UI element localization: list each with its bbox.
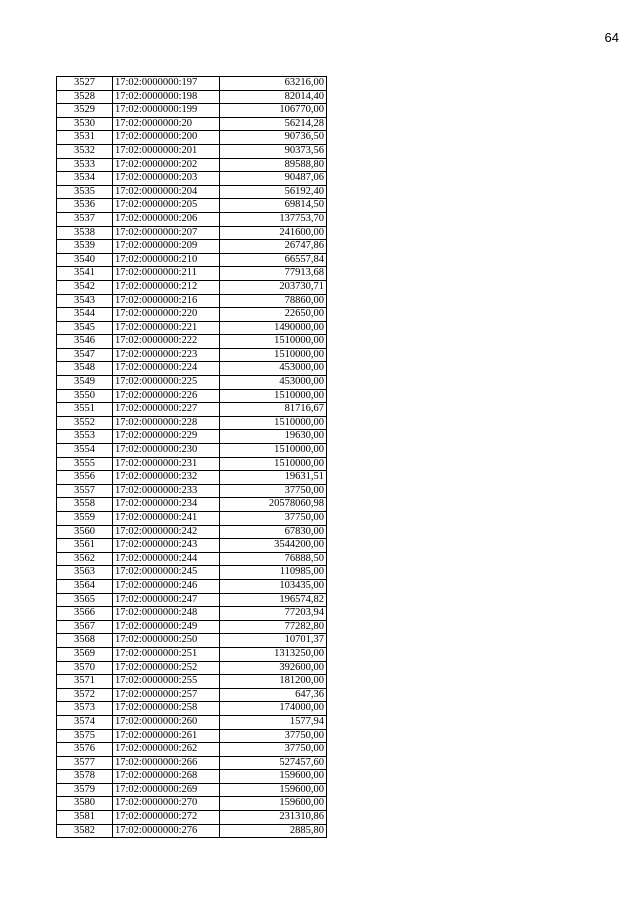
row-number-cell: 3546	[57, 335, 113, 349]
table-row	[57, 525, 327, 539]
value-cell: 10701,37	[220, 634, 327, 648]
value-cell: 37750,00	[220, 743, 327, 757]
table-row	[57, 308, 327, 322]
cadastral-number-cell: 17:02:0000000:220	[113, 308, 220, 322]
cadastral-number-cell: 17:02:0000000:221	[113, 321, 220, 335]
value-cell: 56214,28	[220, 117, 327, 131]
row-number-cell: 3528	[57, 90, 113, 104]
cadastral-number-cell: 17:02:0000000:260	[113, 715, 220, 729]
table-row	[57, 702, 327, 716]
value-cell: 647,36	[220, 688, 327, 702]
cadastral-number-cell: 17:02:0000000:205	[113, 199, 220, 213]
value-cell: 1510000,00	[220, 348, 327, 362]
table-row	[57, 104, 327, 118]
table-row	[57, 512, 327, 526]
cadastral-number-cell: 17:02:0000000:222	[113, 335, 220, 349]
row-number-cell: 3539	[57, 240, 113, 254]
table-row	[57, 484, 327, 498]
cadastral-number-cell: 17:02:0000000:230	[113, 444, 220, 458]
row-number-cell: 3561	[57, 539, 113, 553]
value-cell: 66557,84	[220, 253, 327, 267]
row-number-cell: 3558	[57, 498, 113, 512]
table-row	[57, 770, 327, 784]
value-cell: 69814,50	[220, 199, 327, 213]
cadastral-number-cell: 17:02:0000000:261	[113, 729, 220, 743]
table-row	[57, 444, 327, 458]
value-cell: 37750,00	[220, 484, 327, 498]
table-row	[57, 647, 327, 661]
cadastral-number-cell: 17:02:0000000:241	[113, 512, 220, 526]
value-cell: 19631,51	[220, 471, 327, 485]
cadastral-number-cell: 17:02:0000000:245	[113, 566, 220, 580]
cadastral-number-cell: 17:02:0000000:20	[113, 117, 220, 131]
table-row	[57, 199, 327, 213]
cadastral-number-cell: 17:02:0000000:262	[113, 743, 220, 757]
row-number-cell: 3557	[57, 484, 113, 498]
row-number-cell: 3550	[57, 389, 113, 403]
cadastral-number-cell: 17:02:0000000:268	[113, 770, 220, 784]
row-number-cell: 3576	[57, 743, 113, 757]
value-cell: 1510000,00	[220, 416, 327, 430]
row-number-cell: 3579	[57, 783, 113, 797]
value-cell: 159600,00	[220, 797, 327, 811]
row-number-cell: 3531	[57, 131, 113, 145]
table-row	[57, 185, 327, 199]
row-number-cell: 3533	[57, 158, 113, 172]
table-row	[57, 675, 327, 689]
table-row	[57, 824, 327, 838]
cadastral-number-cell: 17:02:0000000:223	[113, 348, 220, 362]
value-cell: 1510000,00	[220, 444, 327, 458]
table-row	[57, 811, 327, 825]
cadastral-number-cell: 17:02:0000000:197	[113, 77, 220, 91]
row-number-cell: 3567	[57, 620, 113, 634]
row-number-cell: 3538	[57, 226, 113, 240]
value-cell: 110985,00	[220, 566, 327, 580]
table-row	[57, 240, 327, 254]
cadastral-number-cell: 17:02:0000000:244	[113, 552, 220, 566]
table-row	[57, 552, 327, 566]
table-row	[57, 539, 327, 553]
value-cell: 89588,80	[220, 158, 327, 172]
table-body	[57, 77, 327, 838]
table-row	[57, 267, 327, 281]
cadastral-number-cell: 17:02:0000000:246	[113, 579, 220, 593]
cadastral-number-cell: 17:02:0000000:251	[113, 647, 220, 661]
row-number-cell: 3571	[57, 675, 113, 689]
row-number-cell: 3575	[57, 729, 113, 743]
value-cell: 77913,68	[220, 267, 327, 281]
row-number-cell: 3535	[57, 185, 113, 199]
row-number-cell: 3540	[57, 253, 113, 267]
cadastral-number-cell: 17:02:0000000:233	[113, 484, 220, 498]
cadastral-number-cell: 17:02:0000000:242	[113, 525, 220, 539]
cadastral-number-cell: 17:02:0000000:216	[113, 294, 220, 308]
cadastral-number-cell: 17:02:0000000:204	[113, 185, 220, 199]
cadastral-number-cell: 17:02:0000000:209	[113, 240, 220, 254]
value-cell: 22650,00	[220, 308, 327, 322]
row-number-cell: 3554	[57, 444, 113, 458]
cadastral-number-cell: 17:02:0000000:269	[113, 783, 220, 797]
table-row	[57, 335, 327, 349]
table-row	[57, 471, 327, 485]
table-row	[57, 117, 327, 131]
cadastral-number-cell: 17:02:0000000:248	[113, 607, 220, 621]
row-number-cell: 3572	[57, 688, 113, 702]
table-row	[57, 661, 327, 675]
cadastral-number-cell: 17:02:0000000:231	[113, 457, 220, 471]
page-number: 64	[604, 30, 619, 45]
cadastral-number-cell: 17:02:0000000:203	[113, 172, 220, 186]
row-number-cell: 3559	[57, 512, 113, 526]
row-number-cell: 3552	[57, 416, 113, 430]
value-cell: 103435,00	[220, 579, 327, 593]
cadastral-number-cell: 17:02:0000000:228	[113, 416, 220, 430]
row-number-cell: 3578	[57, 770, 113, 784]
table-row	[57, 457, 327, 471]
value-cell: 203730,71	[220, 280, 327, 294]
cadastral-number-cell: 17:02:0000000:272	[113, 811, 220, 825]
value-cell: 1510000,00	[220, 389, 327, 403]
row-number-cell: 3544	[57, 308, 113, 322]
cadastral-number-cell: 17:02:0000000:232	[113, 471, 220, 485]
row-number-cell: 3543	[57, 294, 113, 308]
table-row	[57, 172, 327, 186]
row-number-cell: 3532	[57, 144, 113, 158]
row-number-cell: 3541	[57, 267, 113, 281]
value-cell: 1577,94	[220, 715, 327, 729]
row-number-cell: 3566	[57, 607, 113, 621]
row-number-cell: 3553	[57, 430, 113, 444]
cadastral-number-cell: 17:02:0000000:247	[113, 593, 220, 607]
row-number-cell: 3545	[57, 321, 113, 335]
table-row	[57, 376, 327, 390]
cadastral-number-cell: 17:02:0000000:200	[113, 131, 220, 145]
row-number-cell: 3530	[57, 117, 113, 131]
value-cell: 527457,60	[220, 756, 327, 770]
cadastral-number-cell: 17:02:0000000:252	[113, 661, 220, 675]
value-cell: 56192,40	[220, 185, 327, 199]
row-number-cell: 3565	[57, 593, 113, 607]
table-row	[57, 620, 327, 634]
cadastral-number-cell: 17:02:0000000:198	[113, 90, 220, 104]
table-row	[57, 253, 327, 267]
cadastral-number-cell: 17:02:0000000:212	[113, 280, 220, 294]
table-row	[57, 321, 327, 335]
row-number-cell: 3548	[57, 362, 113, 376]
table-row	[57, 579, 327, 593]
row-number-cell: 3577	[57, 756, 113, 770]
value-cell: 159600,00	[220, 770, 327, 784]
cadastral-number-cell: 17:02:0000000:243	[113, 539, 220, 553]
value-cell: 2885,80	[220, 824, 327, 838]
value-cell: 3544200,00	[220, 539, 327, 553]
table-row	[57, 729, 327, 743]
value-cell: 67830,00	[220, 525, 327, 539]
table-row	[57, 90, 327, 104]
value-cell: 77203,94	[220, 607, 327, 621]
cadastral-number-cell: 17:02:0000000:227	[113, 403, 220, 417]
value-cell: 159600,00	[220, 783, 327, 797]
value-cell: 37750,00	[220, 729, 327, 743]
row-number-cell: 3529	[57, 104, 113, 118]
table-row	[57, 715, 327, 729]
cadastral-number-cell: 17:02:0000000:270	[113, 797, 220, 811]
table-row	[57, 389, 327, 403]
table-row	[57, 294, 327, 308]
row-number-cell: 3551	[57, 403, 113, 417]
cadastral-number-cell: 17:02:0000000:255	[113, 675, 220, 689]
row-number-cell: 3574	[57, 715, 113, 729]
value-cell: 90487,06	[220, 172, 327, 186]
row-number-cell: 3582	[57, 824, 113, 838]
cadastral-number-cell: 17:02:0000000:207	[113, 226, 220, 240]
value-cell: 81716,67	[220, 403, 327, 417]
row-number-cell: 3534	[57, 172, 113, 186]
row-number-cell: 3547	[57, 348, 113, 362]
value-cell: 106770,00	[220, 104, 327, 118]
row-number-cell: 3581	[57, 811, 113, 825]
data-table	[56, 76, 327, 838]
row-number-cell: 3536	[57, 199, 113, 213]
cadastral-number-cell: 17:02:0000000:201	[113, 144, 220, 158]
table-row	[57, 403, 327, 417]
table-row	[57, 362, 327, 376]
value-cell: 1510000,00	[220, 335, 327, 349]
cadastral-number-cell: 17:02:0000000:249	[113, 620, 220, 634]
row-number-cell: 3569	[57, 647, 113, 661]
table-row	[57, 566, 327, 580]
row-number-cell: 3560	[57, 525, 113, 539]
row-number-cell: 3527	[57, 77, 113, 91]
table-row	[57, 416, 327, 430]
table-row	[57, 226, 327, 240]
row-number-cell: 3537	[57, 212, 113, 226]
value-cell: 196574,82	[220, 593, 327, 607]
value-cell: 76888,50	[220, 552, 327, 566]
row-number-cell: 3564	[57, 579, 113, 593]
cadastral-number-cell: 17:02:0000000:206	[113, 212, 220, 226]
cadastral-number-cell: 17:02:0000000:224	[113, 362, 220, 376]
row-number-cell: 3556	[57, 471, 113, 485]
table-row	[57, 783, 327, 797]
table-row	[57, 280, 327, 294]
cadastral-number-cell: 17:02:0000000:199	[113, 104, 220, 118]
table-row	[57, 634, 327, 648]
cadastral-number-cell: 17:02:0000000:225	[113, 376, 220, 390]
cadastral-number-cell: 17:02:0000000:234	[113, 498, 220, 512]
row-number-cell: 3562	[57, 552, 113, 566]
value-cell: 26747,86	[220, 240, 327, 254]
table-row	[57, 348, 327, 362]
table-row	[57, 688, 327, 702]
row-number-cell: 3555	[57, 457, 113, 471]
value-cell: 241600,00	[220, 226, 327, 240]
table-row	[57, 743, 327, 757]
cadastral-number-cell: 17:02:0000000:211	[113, 267, 220, 281]
cadastral-number-cell: 17:02:0000000:226	[113, 389, 220, 403]
table-row	[57, 430, 327, 444]
table-row	[57, 212, 327, 226]
table-row	[57, 756, 327, 770]
table-row	[57, 797, 327, 811]
row-number-cell: 3542	[57, 280, 113, 294]
value-cell: 181200,00	[220, 675, 327, 689]
value-cell: 63216,00	[220, 77, 327, 91]
table-row	[57, 144, 327, 158]
value-cell: 231310,86	[220, 811, 327, 825]
value-cell: 392600,00	[220, 661, 327, 675]
value-cell: 20578060,98	[220, 498, 327, 512]
value-cell: 82014,40	[220, 90, 327, 104]
row-number-cell: 3563	[57, 566, 113, 580]
value-cell: 1490000,00	[220, 321, 327, 335]
value-cell: 78860,00	[220, 294, 327, 308]
value-cell: 1313250,00	[220, 647, 327, 661]
table-row	[57, 158, 327, 172]
table-row	[57, 77, 327, 91]
value-cell: 19630,00	[220, 430, 327, 444]
cadastral-number-cell: 17:02:0000000:266	[113, 756, 220, 770]
cadastral-number-cell: 17:02:0000000:276	[113, 824, 220, 838]
row-number-cell: 3580	[57, 797, 113, 811]
table-row	[57, 607, 327, 621]
table-row	[57, 131, 327, 145]
cadastral-number-cell: 17:02:0000000:202	[113, 158, 220, 172]
cadastral-number-cell: 17:02:0000000:257	[113, 688, 220, 702]
value-cell: 453000,00	[220, 376, 327, 390]
value-cell: 77282,80	[220, 620, 327, 634]
row-number-cell: 3570	[57, 661, 113, 675]
value-cell: 37750,00	[220, 512, 327, 526]
row-number-cell: 3549	[57, 376, 113, 390]
row-number-cell: 3573	[57, 702, 113, 716]
cadastral-number-cell: 17:02:0000000:250	[113, 634, 220, 648]
cadastral-number-cell: 17:02:0000000:210	[113, 253, 220, 267]
value-cell: 174000,00	[220, 702, 327, 716]
table-row	[57, 593, 327, 607]
row-number-cell: 3568	[57, 634, 113, 648]
value-cell: 90373,56	[220, 144, 327, 158]
value-cell: 453000,00	[220, 362, 327, 376]
cadastral-number-cell: 17:02:0000000:258	[113, 702, 220, 716]
value-cell: 137753,70	[220, 212, 327, 226]
value-cell: 90736,50	[220, 131, 327, 145]
table-row	[57, 498, 327, 512]
cadastral-number-cell: 17:02:0000000:229	[113, 430, 220, 444]
value-cell: 1510000,00	[220, 457, 327, 471]
